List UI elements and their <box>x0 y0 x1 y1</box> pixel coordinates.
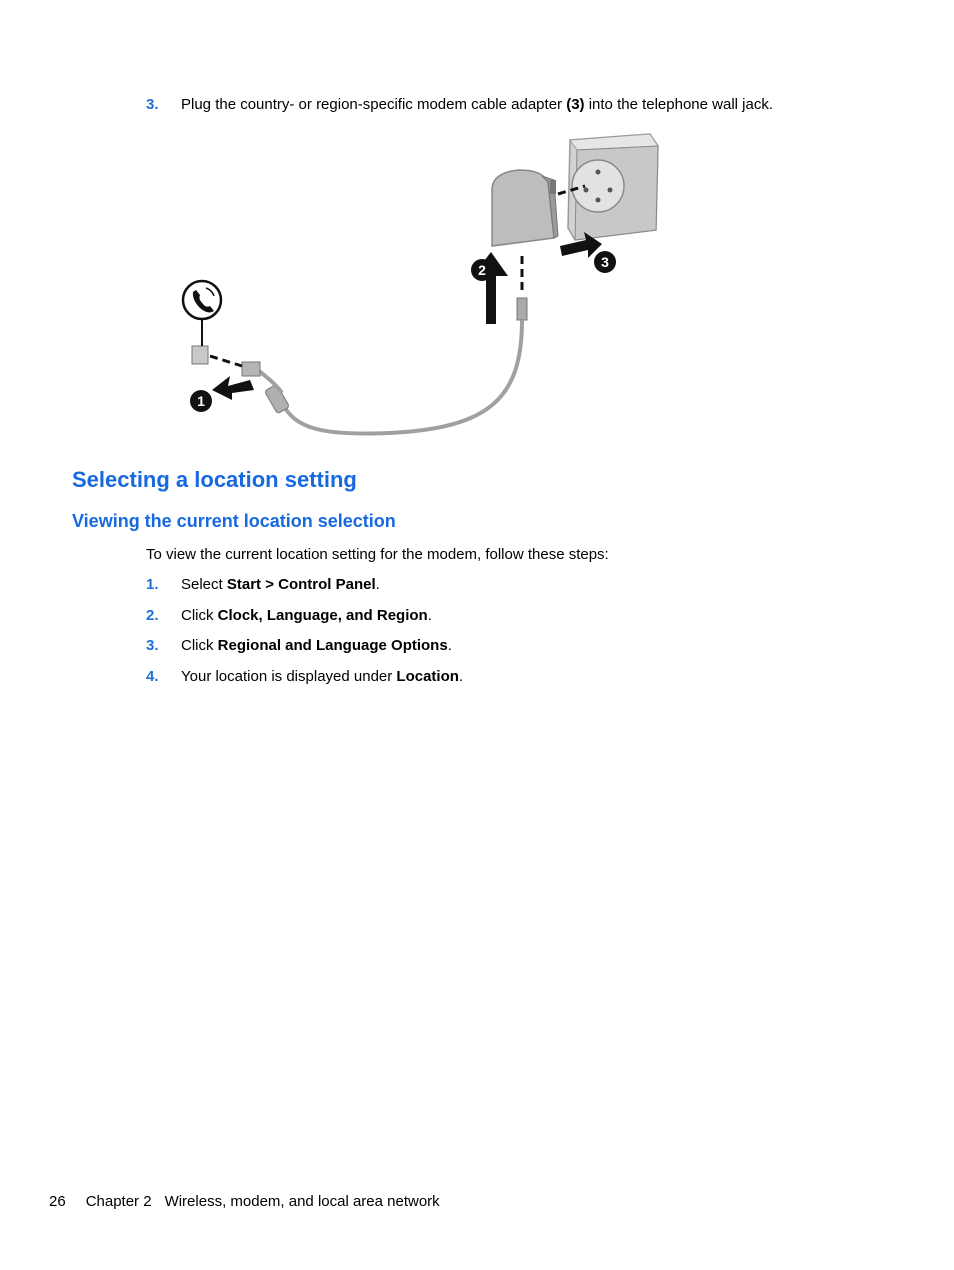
step-text-after: . <box>375 576 380 593</box>
step-text-bold: Start > Control Panel <box>226 576 376 593</box>
step-text-before: Plug the country- or region-specific modem cable adapter <box>181 96 567 113</box>
step-text <box>181 576 380 594</box>
arrow-1-icon <box>190 376 254 412</box>
step-text <box>181 96 773 114</box>
callout-3: 3 <box>601 254 609 270</box>
page-footer <box>49 1193 440 1210</box>
step-number: 3. <box>146 96 159 113</box>
step-text <box>181 668 463 686</box>
step-text-before: Select <box>181 576 227 593</box>
step-text <box>181 637 452 655</box>
step-text-after: . <box>447 637 452 654</box>
step-number: 2. <box>146 607 159 624</box>
step-text-after: into the telephone wall jack. <box>584 96 773 113</box>
arrow-2-icon <box>471 252 508 324</box>
step-text-bold: Location <box>396 668 459 685</box>
step-text-after: . <box>458 668 464 685</box>
telephone-icon <box>183 281 221 319</box>
step-text-after: . <box>427 607 432 624</box>
step-number: 3. <box>146 637 159 654</box>
step-text-bold: (3) <box>566 96 585 113</box>
section-heading: Selecting a location setting <box>72 467 357 492</box>
callout-2: 2 <box>478 262 486 278</box>
adapter-icon <box>492 170 558 246</box>
modem-port-icon <box>192 318 208 364</box>
step-text-before: Click <box>181 607 218 624</box>
step-number: 1. <box>146 576 159 593</box>
step-text-before: Click <box>181 637 218 654</box>
arrow-3-icon <box>560 232 616 273</box>
intro-paragraph: To view the current location setting for the modem, follow these steps: <box>146 546 609 563</box>
modem-cable-illustration <box>170 128 670 448</box>
step-text <box>181 607 432 625</box>
footer-chapter: Chapter 2 <box>85 1193 152 1210</box>
step-text-bold: Regional and Language Options <box>217 637 448 654</box>
callout-1: 1 <box>197 393 205 409</box>
footer-title: Wireless, modem, and local area network <box>164 1193 440 1210</box>
step-text-bold: Clock, Language, and Region <box>217 607 428 624</box>
page-number: 26 <box>49 1193 66 1210</box>
subsection-heading: Viewing the current location selection <box>72 511 396 531</box>
step-number: 4. <box>146 668 159 685</box>
wall-jack-icon <box>568 134 658 240</box>
step-text-before: Your location is displayed under <box>181 668 397 685</box>
